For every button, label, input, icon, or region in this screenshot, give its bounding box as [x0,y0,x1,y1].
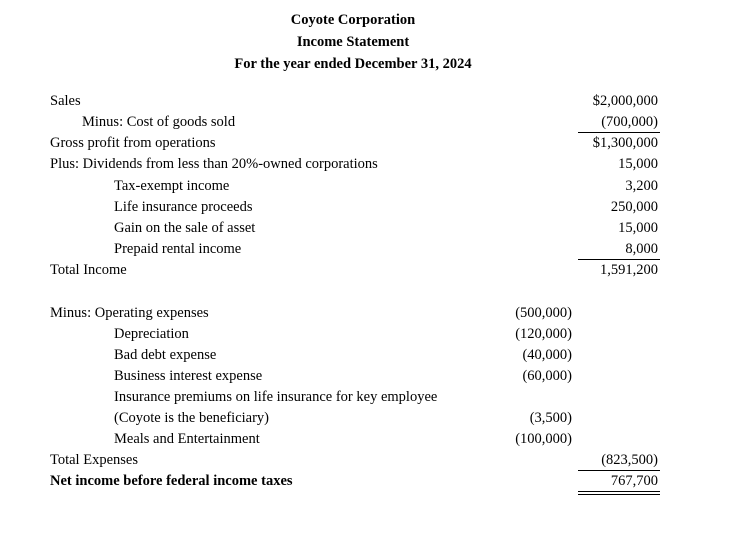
net-income-double-underline-bottom [578,494,660,495]
tax-exempt-label: Tax-exempt income [114,178,230,194]
total-expenses-amount: (823,500) [601,452,658,468]
meals-entertainment-amount: (100,000) [515,431,572,447]
bad-debt-label: Bad debt expense [114,347,217,363]
coyote-beneficiary-label: (Coyote is the beneficiary) [114,410,270,426]
prepaid-rental-underline [578,259,660,260]
cogs-label: Minus: Cost of goods sold [82,114,236,130]
gross-profit-amount: $1,300,000 [592,135,658,151]
total-expenses-underline [578,470,660,471]
company-name: Coyote Corporation [290,12,416,28]
bad-debt-amount: (40,000) [522,347,572,363]
total-income-amount: 1,591,200 [600,262,658,278]
dividends-amount: 15,000 [618,156,658,172]
total-expenses-label: Total Expenses [50,452,138,468]
gross-profit-label: Gross profit from operations [50,135,216,151]
gain-on-sale-amount: 15,000 [618,220,658,236]
operating-expenses-label: Minus: Operating expenses [50,305,209,321]
net-income-amount: 767,700 [610,473,658,489]
depreciation-amount: (120,000) [515,326,572,342]
prepaid-rental-amount: 8,000 [625,241,658,257]
net-income-label: Net income before federal income taxes [50,473,293,489]
life-insurance-proceeds-label: Life insurance proceeds [114,199,253,215]
sales-label: Sales [50,93,81,109]
operating-expenses-amount: (500,000) [515,305,572,321]
key-employee-insurance-label: Insurance premiums on life insurance for key employee [114,389,438,405]
gain-on-sale-label: Gain on the sale of asset [114,220,256,236]
cogs-underline [578,132,660,133]
meals-entertainment-label: Meals and Entertainment [114,431,260,447]
depreciation-label: Depreciation [114,326,189,342]
sales-amount: $2,000,000 [592,93,658,109]
tax-exempt-amount: 3,200 [625,178,658,194]
cogs-amount: (700,000) [601,114,658,130]
business-interest-amount: (60,000) [522,368,572,384]
statement-title: Income Statement [296,34,410,50]
dividends-label: Plus: Dividends from less than 20%-owned corporations [50,156,378,172]
life-insurance-proceeds-amount: 250,000 [610,199,658,215]
net-income-double-underline-top [578,491,660,492]
business-interest-label: Business interest expense [114,368,263,384]
prepaid-rental-label: Prepaid rental income [114,241,242,257]
total-income-label: Total Income [50,262,127,278]
statement-period: For the year ended December 31, 2024 [234,56,472,72]
key-employee-insurance-amount: (3,500) [529,410,572,426]
